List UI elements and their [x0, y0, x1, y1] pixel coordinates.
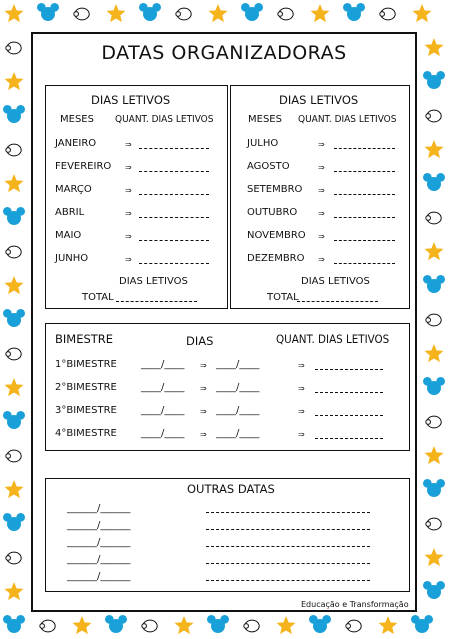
semester-1-box — [45, 85, 228, 309]
star-icon — [5, 582, 24, 600]
glove-icon — [142, 620, 157, 632]
semester-2-heading: DIAS LETIVOS — [279, 93, 359, 107]
glove-icon — [380, 8, 395, 20]
mickey-head-icon — [3, 207, 25, 225]
arrow-icon: ⇒ — [125, 232, 132, 241]
glove-icon — [426, 314, 441, 326]
bimester-col-qty: QUANT. DIAS LETIVOS — [276, 332, 390, 346]
days-input-line[interactable] — [315, 438, 383, 439]
days-input-line[interactable] — [139, 263, 209, 264]
days-input-line[interactable] — [139, 240, 209, 241]
month-label: SETEMBRO — [247, 184, 303, 195]
start-date-blank[interactable]: ____/____ — [141, 359, 185, 370]
mickey-head-icon — [3, 105, 25, 123]
month-label: MARÇO — [55, 184, 92, 195]
mickey-head-icon — [3, 513, 25, 531]
star-icon — [425, 548, 444, 566]
arrow-icon: ⇒ — [318, 163, 325, 172]
month-label: ABRIL — [55, 207, 85, 218]
end-date-blank[interactable]: ____/____ — [216, 405, 260, 416]
glove-icon — [346, 620, 361, 632]
star-icon — [209, 4, 228, 22]
glove-icon — [426, 110, 441, 122]
other-dates-heading: OUTRAS DATAS — [187, 482, 275, 496]
mickey-head-icon — [423, 71, 445, 89]
date-blank[interactable]: ______/______ — [67, 503, 131, 514]
star-icon — [5, 378, 24, 396]
glove-icon — [244, 620, 259, 632]
semester-1-total-label: TOTAL — [82, 292, 114, 303]
bimester-col-dias: DIAS — [186, 334, 214, 348]
arrow-icon: ⇒ — [125, 186, 132, 195]
semester-1-col-qty: QUANT. DIAS LETIVOS — [115, 114, 214, 125]
date-blank[interactable]: ______/______ — [67, 537, 131, 548]
glove-icon — [6, 450, 21, 462]
arrow-icon: ⇒ — [318, 255, 325, 264]
date-blank[interactable]: ______/______ — [67, 571, 131, 582]
bimester-label: 3°BIMESTRE — [55, 405, 117, 416]
semester-2-footer-label: DIAS LETIVOS — [301, 276, 370, 287]
month-label: JUNHO — [55, 253, 89, 264]
date-blank[interactable]: ______/______ — [67, 520, 131, 531]
month-label: NOVEMBRO — [247, 230, 306, 241]
end-date-blank[interactable]: ____/____ — [216, 428, 260, 439]
semester-2-total-line[interactable] — [297, 301, 378, 302]
arrow-icon: ⇒ — [318, 209, 325, 218]
star-icon — [425, 38, 444, 56]
arrow-icon: ⇒ — [318, 186, 325, 195]
glove-icon — [6, 348, 21, 360]
days-input-line[interactable] — [334, 171, 395, 172]
star-icon — [425, 446, 444, 464]
arrow-icon: ⇒ — [125, 140, 132, 149]
month-label: FEVEREIRO — [55, 161, 112, 172]
glove-icon — [6, 552, 21, 564]
bimester-col-bimestre: BIMESTRE — [55, 332, 114, 346]
mickey-head-icon — [241, 3, 263, 21]
glove-icon — [74, 8, 89, 20]
days-input-line[interactable] — [334, 263, 395, 264]
semester-1-col-months: MESES — [60, 114, 94, 125]
days-input-line[interactable] — [315, 392, 383, 393]
semester-1-heading: DIAS LETIVOS — [91, 93, 171, 107]
star-icon — [425, 140, 444, 158]
star-icon — [107, 4, 126, 22]
start-date-blank[interactable]: ____/____ — [141, 428, 185, 439]
mickey-head-icon — [423, 377, 445, 395]
star-icon — [175, 616, 194, 634]
month-label: OUTUBRO — [247, 207, 298, 218]
page-title: DATAS ORGANIZADORAS — [101, 42, 347, 64]
description-line[interactable] — [206, 546, 370, 547]
arrow-icon: ⇒ — [200, 384, 207, 393]
mickey-head-icon — [423, 479, 445, 497]
semester-1-footer-label: DIAS LETIVOS — [119, 276, 188, 287]
bimester-label: 4°BIMESTRE — [55, 428, 117, 439]
date-blank[interactable]: ______/______ — [67, 554, 131, 565]
mickey-head-icon — [139, 3, 161, 21]
end-date-blank[interactable]: ____/____ — [216, 382, 260, 393]
mickey-head-icon — [3, 411, 25, 429]
mickey-head-icon — [3, 309, 25, 327]
bimester-label: 1°BIMESTRE — [55, 359, 117, 370]
mickey-head-icon — [411, 615, 433, 633]
days-input-line[interactable] — [334, 240, 395, 241]
worksheet-sheet — [31, 32, 417, 612]
semester-1-total-line[interactable] — [116, 301, 197, 302]
glove-icon — [426, 518, 441, 530]
description-line[interactable] — [206, 529, 370, 530]
month-label: DEZEMBRO — [247, 253, 305, 264]
mickey-head-icon — [423, 275, 445, 293]
star-icon — [425, 242, 444, 260]
glove-icon — [40, 620, 55, 632]
semester-2-box — [230, 85, 410, 309]
semester-2-col-qty: QUANT. DIAS LETIVOS — [298, 114, 397, 125]
arrow-icon: ⇒ — [298, 384, 305, 393]
start-date-blank[interactable]: ____/____ — [141, 382, 185, 393]
days-input-line[interactable] — [315, 369, 383, 370]
arrow-icon: ⇒ — [125, 163, 132, 172]
star-icon — [73, 616, 92, 634]
days-input-line[interactable] — [139, 171, 209, 172]
days-input-line[interactable] — [315, 415, 383, 416]
arrow-icon: ⇒ — [200, 361, 207, 370]
mickey-head-icon — [423, 173, 445, 191]
days-input-line[interactable] — [334, 194, 395, 195]
arrow-icon: ⇒ — [200, 407, 207, 416]
days-input-line[interactable] — [139, 194, 209, 195]
glove-icon — [176, 8, 191, 20]
credit-text: Educação e Transformação — [301, 600, 409, 609]
star-icon — [5, 276, 24, 294]
days-input-line[interactable] — [139, 217, 209, 218]
description-line[interactable] — [206, 563, 370, 564]
semester-2-col-months: MESES — [248, 114, 282, 125]
month-label: JULHO — [247, 138, 279, 149]
arrow-icon: ⇒ — [318, 232, 325, 241]
semester-2-total-label: TOTAL — [267, 292, 299, 303]
star-icon — [425, 344, 444, 362]
star-icon — [413, 4, 432, 22]
star-icon — [5, 480, 24, 498]
glove-icon — [6, 42, 21, 54]
arrow-icon: ⇒ — [318, 140, 325, 149]
month-label: MAIO — [55, 230, 82, 241]
month-label: AGOSTO — [247, 161, 290, 172]
description-line[interactable] — [206, 512, 370, 513]
other-dates-box — [45, 478, 410, 592]
glove-icon — [426, 416, 441, 428]
glove-icon — [426, 212, 441, 224]
glove-icon — [6, 246, 21, 258]
star-icon — [5, 174, 24, 192]
arrow-icon: ⇒ — [298, 407, 305, 416]
arrow-icon: ⇒ — [298, 361, 305, 370]
star-icon — [5, 72, 24, 90]
star-icon — [5, 4, 24, 22]
start-date-blank[interactable]: ____/____ — [141, 405, 185, 416]
mickey-head-icon — [3, 615, 25, 633]
arrow-icon: ⇒ — [298, 430, 305, 439]
bimester-label: 2°BIMESTRE — [55, 382, 117, 393]
mickey-head-icon — [423, 581, 445, 599]
mickey-head-icon — [37, 3, 59, 21]
end-date-blank[interactable]: ____/____ — [216, 359, 260, 370]
days-input-line[interactable] — [334, 148, 395, 149]
days-input-line[interactable] — [139, 148, 209, 149]
mickey-head-icon — [309, 615, 331, 633]
arrow-icon: ⇒ — [125, 209, 132, 218]
glove-icon — [6, 144, 21, 156]
mickey-head-icon — [343, 3, 365, 21]
mickey-head-icon — [105, 615, 127, 633]
star-icon — [277, 616, 296, 634]
days-input-line[interactable] — [334, 217, 395, 218]
star-icon — [379, 616, 398, 634]
month-label: JANEIRO — [55, 138, 97, 149]
bimester-box — [45, 323, 410, 451]
mickey-head-icon — [207, 615, 229, 633]
description-line[interactable] — [206, 580, 370, 581]
arrow-icon: ⇒ — [200, 430, 207, 439]
glove-icon — [278, 8, 293, 20]
arrow-icon: ⇒ — [125, 255, 132, 264]
star-icon — [311, 4, 330, 22]
